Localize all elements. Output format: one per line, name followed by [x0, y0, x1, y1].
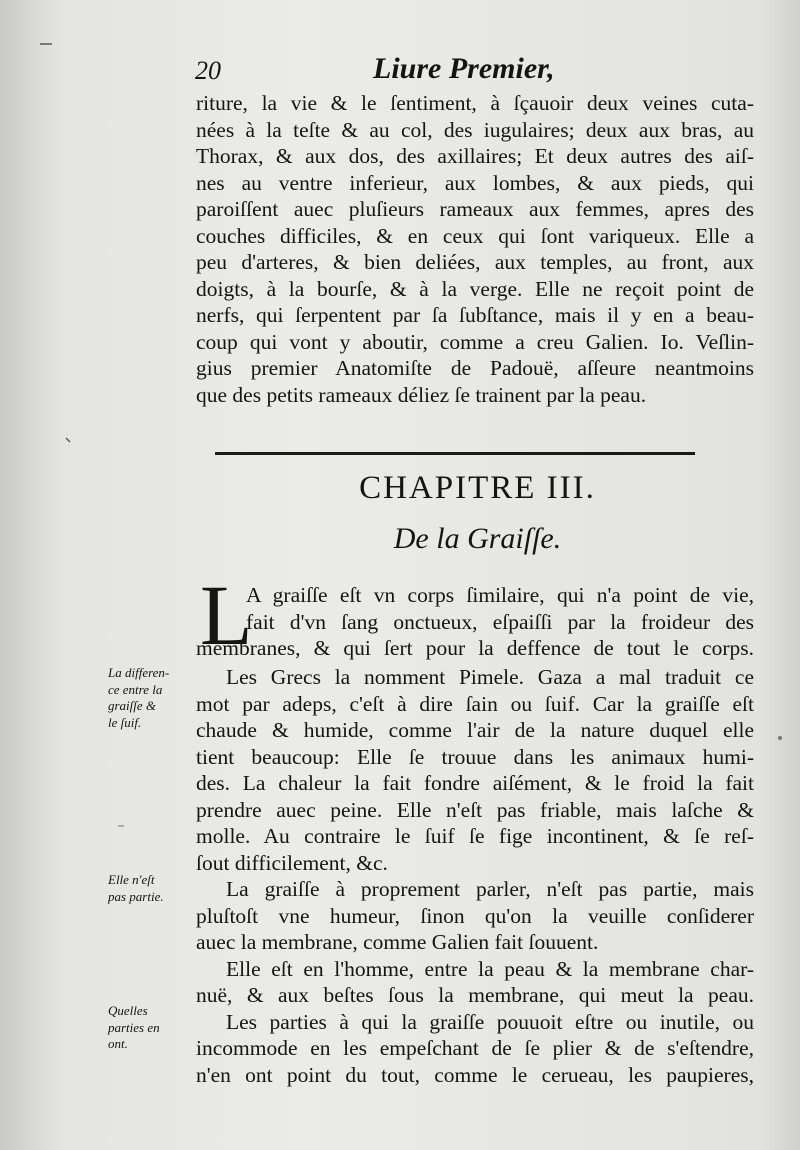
stray-mark: [66, 438, 70, 442]
text-line: paroiſſent auec pluſieurs rameaux aux femmes, apres des: [196, 197, 754, 221]
marginal-note: [108, 665, 203, 731]
text-line: n'en ont point du tout, comme le cerueau, les paupieres,: [196, 1062, 754, 1087]
text-line: coup qui vont y aboutir, comme a creu Galien. Io. Veſlin-: [196, 329, 754, 354]
text-line: mot par adeps, c'eſt à dire ſain ou ſuif. Car la graiſſe eſt: [196, 691, 754, 716]
note-line: La differen-: [108, 665, 170, 680]
note-line: Quelles: [108, 1003, 148, 1018]
text-line: des. La chaleur la fait fondre aiſément, & le froid la fait: [196, 771, 754, 795]
text-line: chaude & humide, comme l'air de la nature duquel elle: [196, 718, 754, 742]
page-number: 20: [195, 56, 221, 85]
text-line: couches difficiles, & en ceux qui ſont variqueux. Elle a: [196, 223, 754, 248]
text-line: La graiſſe à proprement parler, n'eſt pas partie, mais: [226, 877, 754, 901]
text-line: tient beaucoup: Elle ſe trouue dans les animaux humi-: [196, 744, 754, 769]
page-header: [195, 52, 755, 92]
text-line: Les parties à qui la graiſſe pouuoit eſtre ou inutile, ou: [226, 1009, 754, 1034]
note-line: pas partie.: [108, 888, 164, 904]
text-line: auec la membrane, comme Galien fait ſouuent.: [196, 930, 599, 954]
text-line: prendre auec peine. Elle n'eſt pas friable, mais laſche &: [196, 797, 754, 822]
first-paragraph: [196, 582, 754, 662]
note-line: ce entre la: [108, 681, 163, 697]
text-line: incommode en les empeſchant de ſe plier & de s'eſtendre,: [196, 1036, 754, 1060]
text-line: riture, la vie & le ſentiment, à ſçauoir deux veines cuta-: [196, 91, 754, 115]
note-line: Elle n'eſt: [108, 872, 155, 887]
text-line: peu d'arteres, & bien deliées, aux temples, au front, aux: [196, 250, 754, 274]
text-line: nées à la teſte & au col, des iugulaires; deux aux bras, au: [196, 117, 754, 142]
lower-text-block: [196, 664, 754, 1088]
top-text-block: [196, 90, 754, 408]
note-line: ont.: [108, 1036, 128, 1051]
text-line: nerfs, qui ſerpentent par ſa ſubſtance, mais il y en a beau-: [196, 303, 754, 327]
text-line: Thorax, & aux dos, des axillaires; Et deux autres des aiſ-: [196, 144, 754, 168]
text-line: A graiſſe eſt vn corps ſimilaire, qui n'a point de vie,: [246, 583, 754, 607]
note-line: graiſſe &: [108, 698, 157, 713]
text-line: Elle eſt en l'homme, entre la peau & la membrane char-: [226, 956, 754, 981]
text-line: doigts, à la bourſe, & à la verge. Elle ne reçoit point de: [196, 276, 754, 301]
chapter-divider-rule: [215, 452, 695, 455]
drop-cap: L: [200, 567, 253, 663]
chapter-heading: CHAPITRE III.: [359, 470, 596, 506]
note-line: le ſuif.: [108, 714, 142, 730]
text-line: pluſtoſt vne humeur, ſinon qu'on la veuille conſiderer: [196, 903, 754, 928]
running-head: Liure Premier,: [373, 52, 555, 85]
marginal-note: [108, 872, 203, 905]
text-line: nuë, & aux beſtes ſous la membrane, qui meut la peau.: [196, 983, 754, 1007]
text-line: nes au ventre inferieur, aux lombes, & aux pieds, qui: [196, 170, 754, 195]
text-line: gius premier Anatomiſte de Padouë, aſſeure neantmoins: [196, 356, 754, 380]
text-line: ſout difficilement, &c.: [196, 850, 388, 875]
marginal-note: [108, 1003, 203, 1053]
text-line: que des petits rameaux déliez ſe trainent par la peau.: [196, 382, 647, 407]
text-line: Les Grecs la nomment Pimele. Gaza a mal traduit ce: [226, 665, 754, 689]
text-line: molle. Au contraire le ſuif ſe fige incontinent, & ſe reſ-: [196, 824, 754, 848]
text-line: fait d'vn ſang onctueux, eſpaiſſi par la froideur des: [246, 609, 754, 634]
stray-mark: [778, 736, 782, 740]
text-line: membranes, & qui ſert pour la deffence de tout le corps.: [196, 636, 754, 660]
note-line: parties en: [108, 1019, 160, 1035]
chapter-subtitle: De la Graiſſe.: [393, 522, 562, 555]
